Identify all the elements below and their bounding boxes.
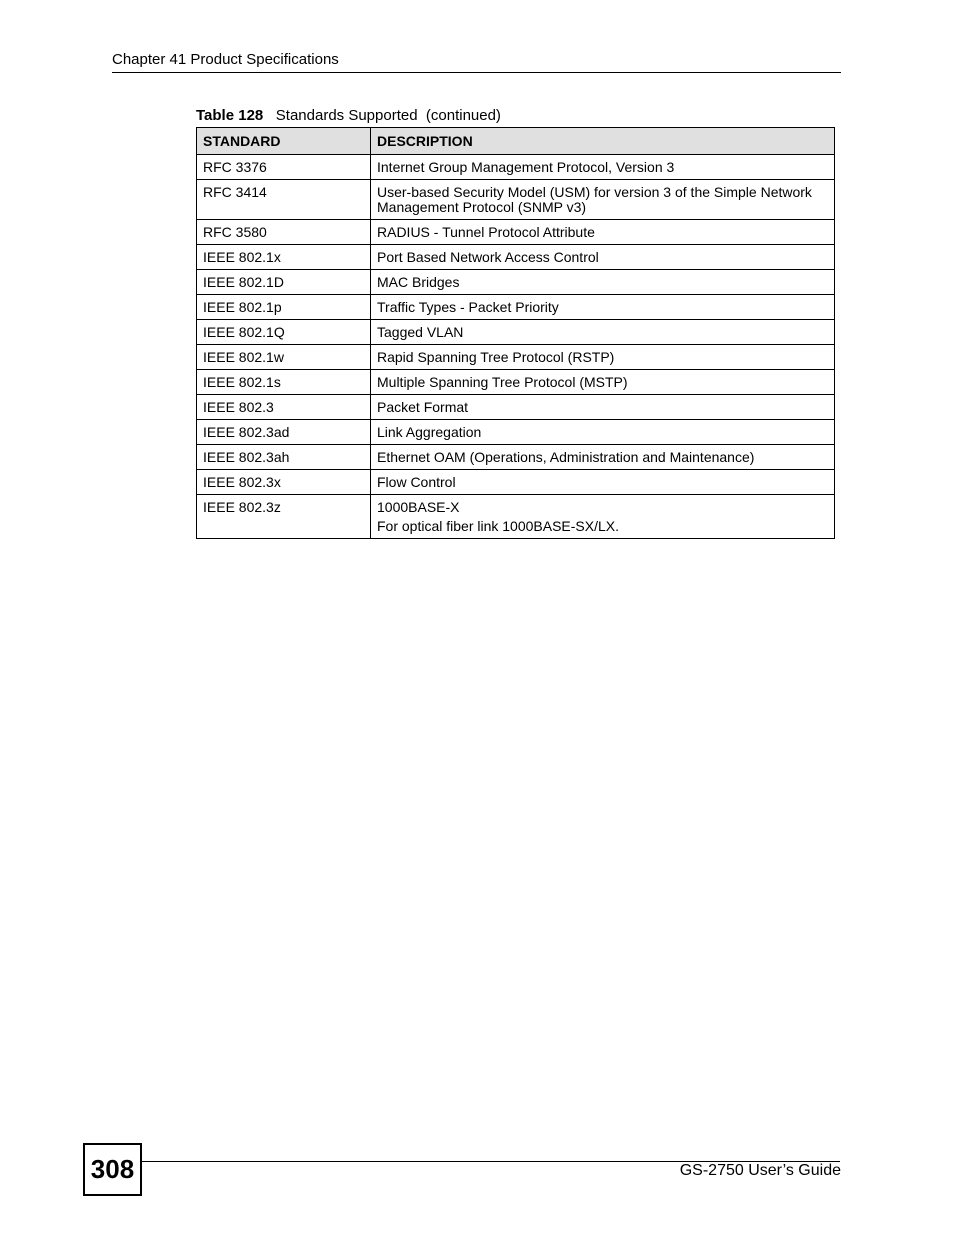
standard-cell: RFC 3376	[197, 155, 371, 180]
standard-cell: IEEE 802.1p	[197, 295, 371, 320]
standard-cell: IEEE 802.3z	[197, 495, 371, 539]
standard-cell: IEEE 802.1D	[197, 270, 371, 295]
standard-cell: IEEE 802.1w	[197, 345, 371, 370]
description-cell: Internet Group Management Protocol, Version 3	[371, 155, 835, 180]
table-row	[197, 245, 835, 270]
table-row	[197, 295, 835, 320]
guide-title: GS-2750 User’s Guide	[679, 1162, 841, 1179]
table-header-row	[197, 128, 835, 155]
standard-cell: IEEE 802.3x	[197, 470, 371, 495]
standard-cell: IEEE 802.3ah	[197, 445, 371, 470]
standard-cell: IEEE 802.1x	[197, 245, 371, 270]
table-title: Standards Supported (continued)	[275, 107, 501, 124]
table-number: Table 128	[196, 107, 264, 124]
table-row	[197, 420, 835, 445]
description-cell: Link Aggregation	[371, 420, 835, 445]
description-cell: Traffic Types - Packet Priority	[371, 295, 835, 320]
standards-table	[196, 127, 835, 539]
table-row	[197, 220, 835, 245]
standard-cell: RFC 3580	[197, 220, 371, 245]
standard-cell: IEEE 802.3	[197, 395, 371, 420]
description-cell: Port Based Network Access Control	[371, 245, 835, 270]
description-line: 1000BASE-X	[377, 499, 460, 515]
standard-cell: IEEE 802.3ad	[197, 420, 371, 445]
description-cell: Multiple Spanning Tree Protocol (MSTP)	[371, 370, 835, 395]
running-header	[112, 51, 841, 73]
column-header-standard: STANDARD	[197, 128, 371, 155]
description-cell: MAC Bridges	[371, 270, 835, 295]
table-row	[197, 445, 835, 470]
table-row	[197, 345, 835, 370]
page-number: 308	[83, 1143, 142, 1196]
description-cell: Packet Format	[371, 395, 835, 420]
table-row	[197, 370, 835, 395]
description-line: For optical fiber link 1000BASE-SX/LX.	[377, 518, 620, 534]
table-row	[197, 270, 835, 295]
table-row	[197, 155, 835, 180]
table-caption	[196, 107, 501, 125]
table-row	[197, 495, 835, 539]
description-cell: RADIUS - Tunnel Protocol Attribute	[371, 220, 835, 245]
description-cell: Ethernet OAM (Operations, Administration and Maintenance)	[371, 445, 835, 470]
table-row	[197, 320, 835, 345]
description-cell	[371, 495, 835, 539]
description-cell: Rapid Spanning Tree Protocol (RSTP)	[371, 345, 835, 370]
table-row	[197, 180, 835, 220]
standard-cell: IEEE 802.1Q	[197, 320, 371, 345]
table-row	[197, 395, 835, 420]
description-cell: Tagged VLAN	[371, 320, 835, 345]
description-cell: Flow Control	[371, 470, 835, 495]
standard-cell: RFC 3414	[197, 180, 371, 220]
standard-cell: IEEE 802.1s	[197, 370, 371, 395]
table-row	[197, 470, 835, 495]
column-header-description: DESCRIPTION	[371, 128, 835, 155]
description-cell: User-based Security Model (USM) for version 3 of the Simple Network Management Protocol (SNMP v3)	[371, 180, 835, 220]
chapter-title: Chapter 41 Product Specifications	[112, 51, 339, 68]
